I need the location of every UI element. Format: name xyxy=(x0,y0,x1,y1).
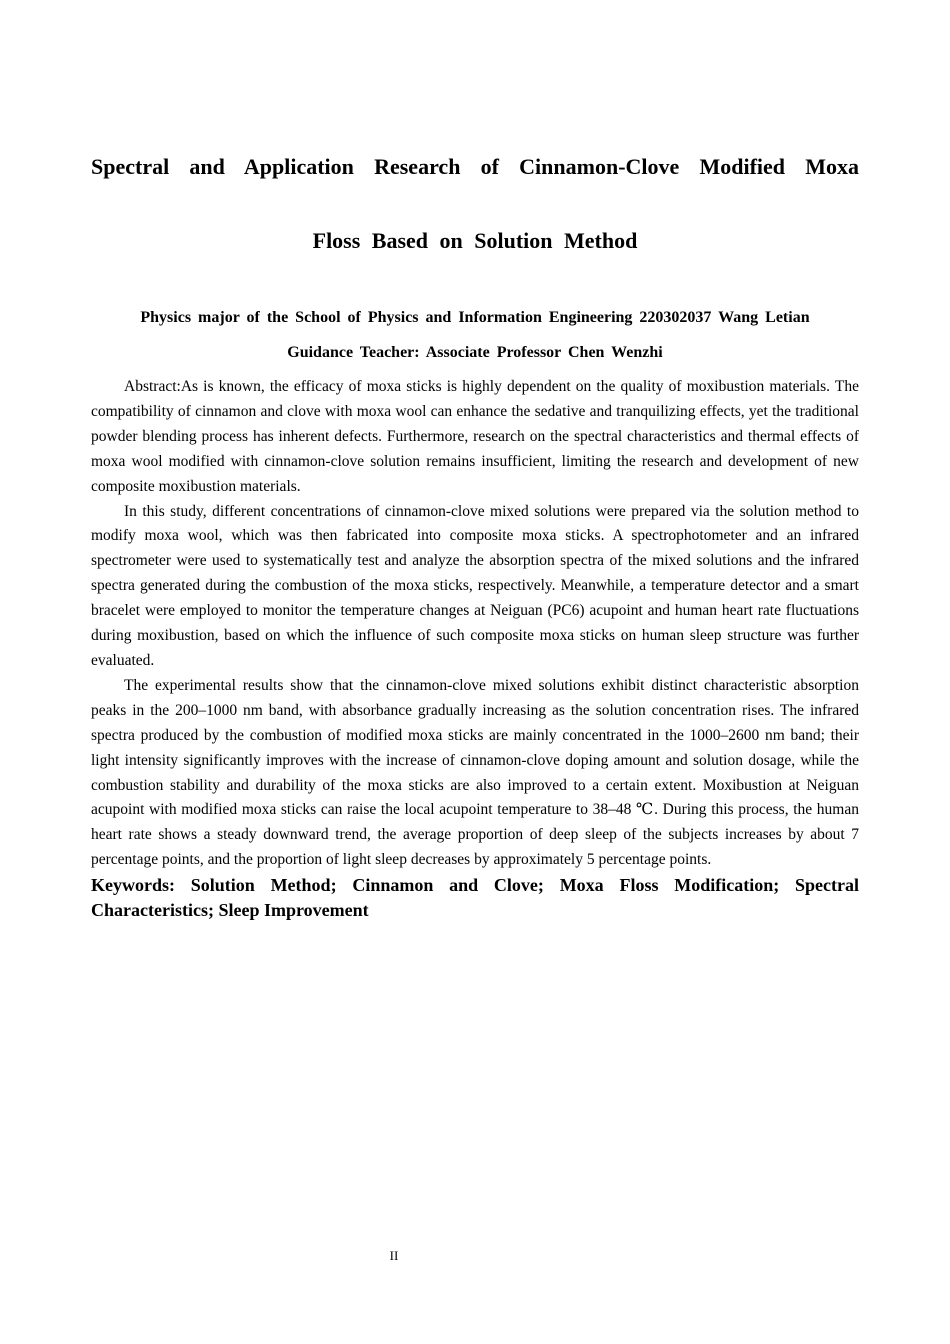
paper-title-line-2: Floss Based on Solution Method xyxy=(312,228,638,253)
abstract-section xyxy=(91,375,859,923)
paper-title-line-1: Spectral and Application Research of Cinnamon-Clove Modified Moxa xyxy=(91,154,859,179)
author-line: Physics major of the School of Physics and Information Engineering 220302037 Wang Letian xyxy=(140,309,810,326)
page-number: II xyxy=(389,1248,399,1263)
abstract-paragraph: In this study, different concentrations of cinnamon-clove mixed solutions were prepared via the solution method to modify moxa wool, which was then fabricated into composite moxa sticks. A spectrophotometer and an infrared spectrometer were used to systematically test and analyze the absorption spectra of the mixed solutions and the infrared spectra generated during the combustion of the moxa sticks, respectively. Meanwhile, a temperature detector and a smart bracelet were employed to monitor the temperature changes at Neiguan (PC6) acupoint and human heart rate fluctuations during moxibustion, based on which the influence of such composite moxa sticks on human sleep structure was further evaluated. xyxy=(91,502,859,669)
abstract-paragraph: Abstract:As is known, the efficacy of moxa sticks is highly dependent on the quality of moxibustion materials. The compatibility of cinnamon and clove with moxa wool can enhance the sedative and tranquilizing effects, yet the traditional powder blending process has inherent defects. Furthermore, research on the spectral characteristics and thermal effects of moxa wool modified with cinnamon-clove solution remains insufficient, limiting the research and development of new composite moxibustion materials. xyxy=(91,378,859,495)
abstract-paragraph: The experimental results show that the cinnamon-clove mixed solutions exhibit distinct characteristic absorption peaks in the 200–1000 nm band, with absorbance gradually increasing as the solution concentration rises. The infrared spectra produced by the combustion of modified moxa sticks are mainly concentrated in the 1000–2600 nm band; their light intensity significantly improves with the increase of cinnamon-clove doping amount and solution dosage, while the combustion stability and durability of the moxa sticks are also improved to a certain extent. Moxibustion at Neiguan acupoint with modified moxa sticks can raise the local acupoint temperature to 38–48 ℃. During this process, the human heart rate shows a steady downward trend, the average proportion of deep sleep of the subjects increases by about 7 percentage points, and the proportion of light sleep decreases by approximately 5 percentage points. xyxy=(91,676,859,869)
advisor-line: Guidance Teacher: Associate Professor Chen Wenzhi xyxy=(287,344,663,361)
keywords-line: Keywords: Solution Method; Cinnamon and Clove; Moxa Floss Modification; Spectral Characteristics; Sleep Improvement xyxy=(91,875,859,921)
